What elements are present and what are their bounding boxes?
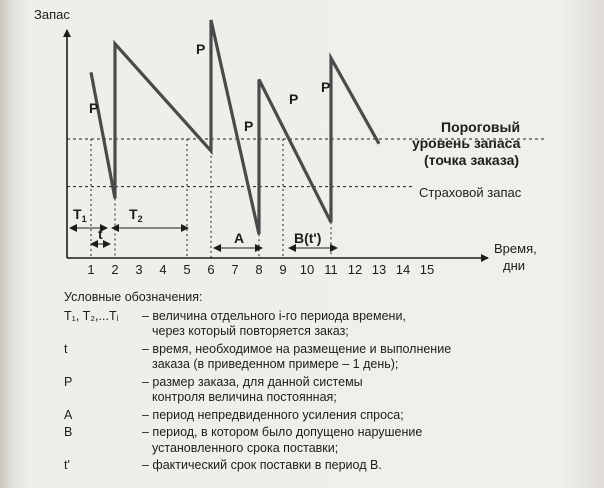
legend bbox=[64, 290, 584, 476]
x-tick-label: 2 bbox=[111, 262, 119, 277]
legend-term: t' bbox=[64, 458, 70, 472]
order-label-p3: P bbox=[244, 118, 254, 134]
legend-description: – период, в котором было допущено нарушение установленного срока поставки; bbox=[142, 425, 423, 455]
x-tick-label: 5 bbox=[183, 262, 191, 277]
legend-item-delay-period bbox=[64, 425, 584, 456]
x-tick-label: 9 bbox=[279, 262, 287, 277]
order-label-p1: P bbox=[89, 100, 99, 116]
order-label-p5: P bbox=[321, 79, 331, 95]
order-label-p4: P bbox=[289, 91, 299, 107]
legend-term: P bbox=[64, 374, 73, 389]
legend-description: – время, необходимое на размещение и выполнение заказа (в приведенном примере – 1 день); bbox=[142, 341, 452, 371]
legend-description: – величина отдельного i-го периода времени, через который повторяется заказ; bbox=[142, 308, 406, 338]
legend-description: – период непредвиденного усиления спроса; bbox=[142, 407, 404, 422]
threshold-label-line3: (точка заказа) bbox=[424, 152, 520, 168]
legend-term: B bbox=[64, 425, 73, 439]
legend-term: A bbox=[64, 407, 73, 422]
safety-stock-label: Страховой запас bbox=[419, 185, 522, 200]
t2-label: $T_2$ bbox=[129, 206, 143, 224]
x-tick-label: 11 bbox=[324, 262, 338, 277]
x-axis-label-line1: Время, bbox=[494, 241, 537, 256]
x-tick-label: 14 bbox=[395, 262, 411, 277]
legend-term: t bbox=[64, 341, 68, 356]
legend-term: T₁, T₂,...Tᵢ bbox=[64, 308, 119, 323]
legend-item-periods bbox=[64, 309, 584, 340]
threshold-label-line1: Пороговый bbox=[441, 119, 521, 135]
legend-item-order-size bbox=[64, 375, 584, 406]
x-tick-label: 8 bbox=[255, 262, 263, 277]
legend-description: – размер заказа, для данной системы контроля величина постоянная; bbox=[142, 374, 363, 404]
legend-item-actual-lead-time bbox=[64, 458, 584, 474]
x-tick-label: 1 bbox=[87, 262, 95, 277]
x-tick-label: 7 bbox=[231, 262, 239, 277]
threshold-label-line2: уровень запаса bbox=[412, 135, 521, 151]
t1-label: $T_1$ bbox=[73, 206, 87, 224]
b-label: B(t') bbox=[294, 230, 322, 246]
a-label: A bbox=[234, 230, 245, 246]
x-tick-label: 6 bbox=[207, 262, 215, 277]
x-tick-labels bbox=[87, 262, 434, 277]
lead-time-label: t bbox=[98, 226, 103, 242]
x-tick-label: 10 bbox=[299, 262, 315, 277]
legend-description: – фактический срок поставки в период B. bbox=[142, 458, 382, 472]
inventory-level-line bbox=[91, 20, 379, 234]
legend-item-lead-time bbox=[64, 342, 584, 373]
legend-item-demand-period bbox=[64, 408, 584, 424]
x-tick-label: 3 bbox=[135, 262, 143, 277]
legend-heading: Условные обозначения: bbox=[64, 290, 203, 304]
x-axis-label-line2: дни bbox=[503, 258, 526, 273]
x-tick-label: 15 bbox=[419, 262, 435, 277]
x-tick-label: 12 bbox=[347, 262, 363, 277]
x-tick-label: 13 bbox=[371, 262, 387, 277]
y-axis-label: Запас bbox=[34, 7, 70, 22]
order-label-p2: P bbox=[196, 41, 206, 57]
x-tick-label: 4 bbox=[159, 262, 167, 277]
